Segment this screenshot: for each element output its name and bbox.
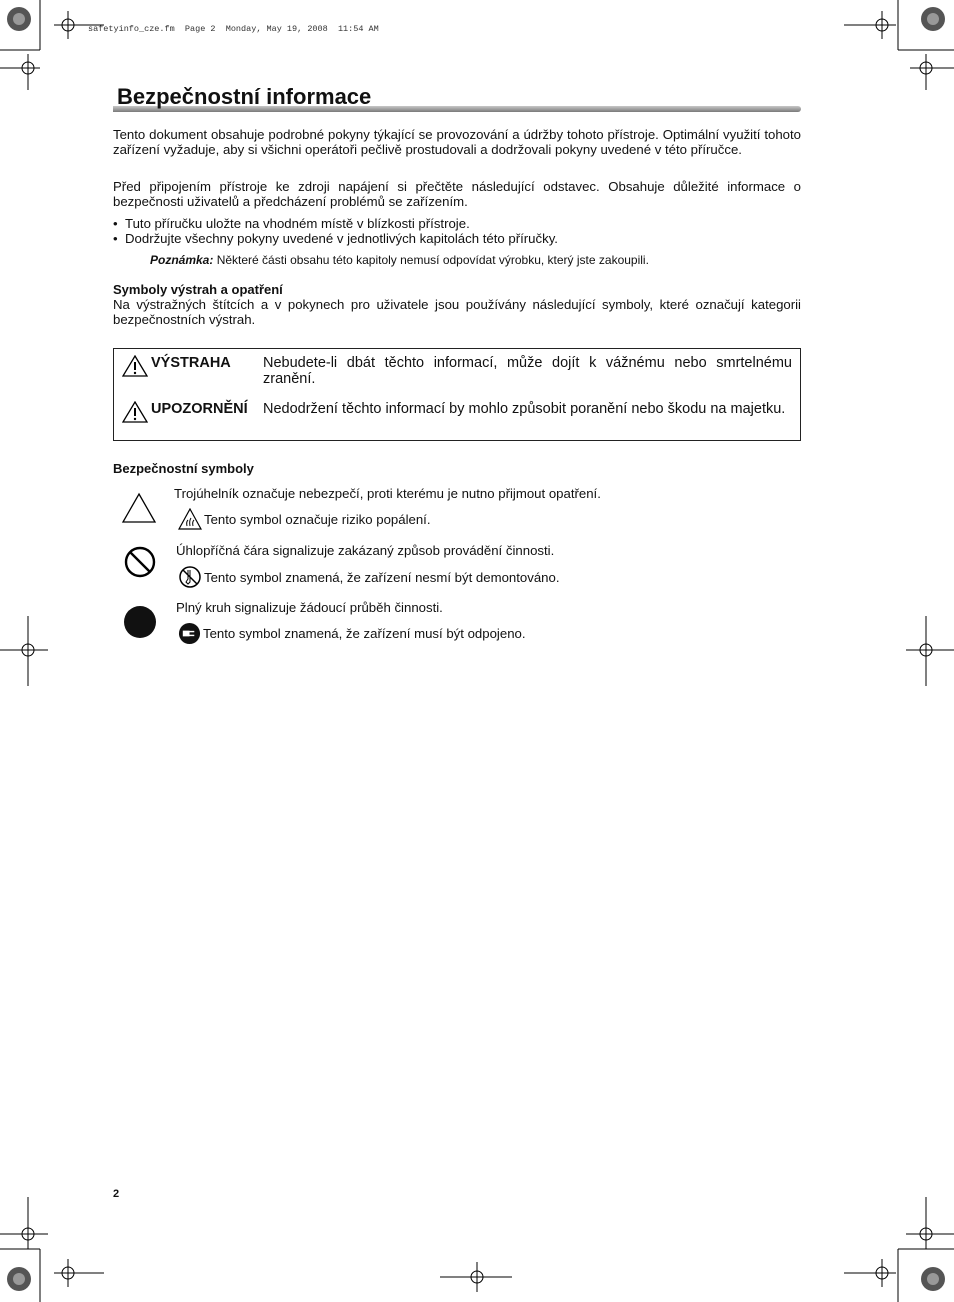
crop-mark-bottom-left	[0, 1197, 110, 1302]
caution-text: Nedodržení těchto informací by mohlo způsobit poranění nebo škodu na majetku.	[263, 401, 786, 417]
warning-triangle-icon	[122, 355, 148, 377]
warning-triangle-icon	[122, 401, 148, 423]
caution-label-text: UPOZORNĚNÍ	[151, 401, 248, 417]
crop-mark-bottom-center	[440, 1262, 515, 1302]
prohibition-description: Úhlopříčná čára signalizuje zakázaný způsob provádění činnosti.	[176, 543, 555, 558]
section-title-bar	[113, 86, 801, 112]
no-disassembly-icon	[178, 565, 202, 589]
warning-symbols-text: Na výstražných štítcích a v pokynech pro uživatele jsou používány následující symboly, které označují kategorii bezpečnostních výstrah.	[113, 297, 801, 327]
note-text: Některé části obsahu této kapitoly nemusí odpovídat výrobku, který jste zakoupili.	[216, 253, 649, 267]
unplug-example-text: Tento symbol znamená, že zařízení musí být odpojeno.	[203, 626, 526, 641]
caution-label	[122, 401, 248, 423]
triangle-description: Trojúhelník označuje nebezpečí, proti kterému je nutno přijmout opatření.	[174, 486, 601, 501]
note	[150, 253, 649, 267]
page-number: 2	[113, 1188, 120, 1200]
warning-symbols-heading: Symboly výstrah a opatření	[113, 282, 283, 297]
crop-mark-mid-right	[904, 616, 954, 686]
burn-example	[178, 508, 431, 530]
page-title: Bezpečnostní informace	[117, 84, 372, 109]
crop-mark-mid-left	[0, 616, 50, 686]
filled-circle-icon	[123, 605, 157, 644]
prohibition-icon	[123, 545, 157, 584]
intro-bullet-list	[113, 217, 801, 246]
unplug-example	[178, 622, 526, 645]
warning-label-text: VÝSTRAHA	[151, 355, 231, 371]
warning-levels-box	[113, 348, 801, 441]
crop-mark-top-right	[844, 0, 954, 90]
list-item: • Tuto příručku uložte na vhodném místě v blízkosti přístroje.	[113, 217, 801, 232]
warning-text: Nebudete-li dbát těchto informací, může dojít k vážnému nebo smrtelnému zranění.	[263, 355, 792, 387]
intro-paragraph-1: Tento dokument obsahuje podrobné pokyny týkající se provozování a údržby tohoto přístroje. Optimální využití tohoto zařízení vyžaduje, aby si všichni operátoři pečlivě prostudovali a dodržovali pokyny uvedené v této příručce.	[113, 127, 801, 157]
list-item: • Dodržujte všechny pokyny uvedené v jednotlivých kapitolách této příručky.	[113, 232, 801, 247]
filled-circle-description: Plný kruh signalizuje žádoucí průběh činnosti.	[176, 600, 443, 615]
note-label: Poznámka:	[150, 253, 214, 267]
crop-mark-bottom-right	[844, 1197, 954, 1302]
unplug-icon	[178, 622, 201, 645]
no-disassembly-example	[178, 565, 560, 589]
print-header: safetyinfo_cze.fm Page 2 Monday, May 19, 2008 11:54 AM	[88, 24, 379, 34]
triangle-icon	[121, 492, 157, 529]
no-disassembly-example-text: Tento symbol znamená, že zařízení nesmí být demontováno.	[204, 569, 560, 585]
burn-hazard-icon	[178, 508, 202, 530]
warning-label	[122, 355, 231, 377]
crop-mark-top-left	[0, 0, 110, 90]
safety-symbols-heading: Bezpečnostní symboly	[113, 461, 254, 476]
intro-paragraph-2: Před připojením přístroje ke zdroji napájení si přečtěte následující odstavec. Obsahuje důležité informace o bezpečnosti uživatelů a předcházení problémů se zařízením.	[113, 179, 801, 209]
burn-example-text: Tento symbol označuje riziko popálení.	[204, 511, 431, 527]
